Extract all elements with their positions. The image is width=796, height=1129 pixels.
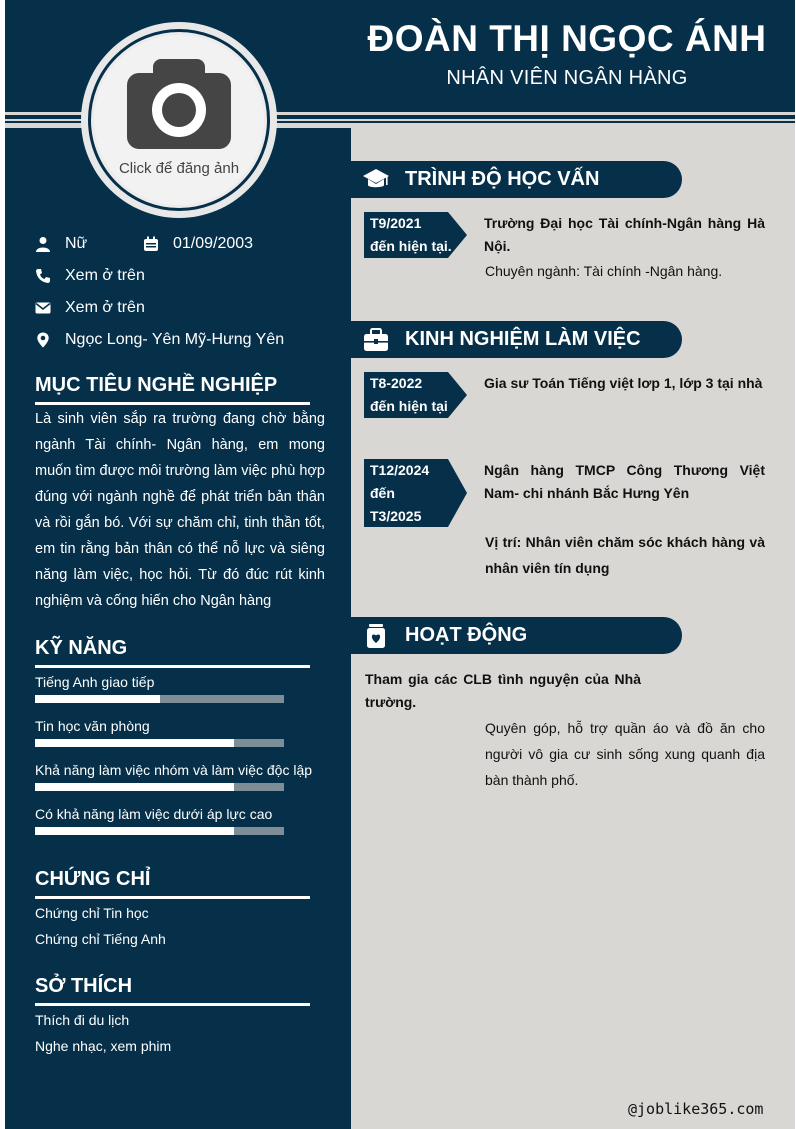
certificates-divider [35, 896, 310, 899]
gender-value: Nữ [65, 235, 88, 252]
activity-org: Tham gia các CLB tình nguyện của Nhà trường. [365, 671, 641, 710]
phone-row [35, 267, 145, 285]
email-row [35, 299, 145, 317]
calendar-icon [143, 236, 159, 252]
period-line: đến hiện tại [370, 398, 448, 414]
skill-bar [35, 783, 284, 791]
objective-title: MỤC TIÊU NGHỀ NGHIỆP [35, 374, 278, 396]
skill-label: Khả năng làm việc nhóm và làm việc độc lập [35, 762, 313, 778]
objective-divider [35, 402, 310, 405]
education-period-tag [364, 212, 467, 258]
candidate-name: ĐOÀN THỊ NGỌC ÁNH [367, 18, 767, 59]
certificate-item: Chứng chỉ Tiếng Anh [35, 931, 166, 947]
photo-upload[interactable] [81, 22, 277, 218]
camera-icon [127, 59, 231, 151]
gender-row [35, 235, 87, 253]
skill-label: Tin học văn phòng [35, 718, 150, 734]
heart-jar-icon [366, 624, 386, 648]
photo-ring [88, 29, 270, 211]
objective-text: Là sinh viên sắp ra trường đang chờ bằng ngành Tài chính- Ngân hàng, em mong muốn tìm được môi trường làm việc phù hợp đúng với ngành nghề để phát triển bản thân và rồi gắn bó. Với sự chăm chỉ, tinh thần tốt, em tin rằng bản thân có thể nỗ lực và siêng năng làm việc, học hỏi. Từ đó đúc rút kinh nghiệm và cống hiến cho Ngân hàng [35, 411, 325, 609]
activities-heading [351, 617, 682, 654]
cv-page [5, 0, 795, 1129]
skill-bar [35, 695, 284, 703]
phone-icon [35, 268, 51, 284]
phone-value: Xem ở trên [65, 267, 145, 284]
person-icon [35, 236, 51, 252]
experience-title: KINH NGHIỆM LÀM VIỆC [405, 328, 641, 350]
briefcase-icon [363, 328, 389, 352]
skill-bar-fill [35, 783, 234, 791]
skills-title: KỸ NĂNG [35, 637, 128, 659]
skill-bar [35, 827, 284, 835]
hobby-item: Nghe nhạc, xem phim [35, 1038, 172, 1054]
skill-bar-fill [35, 827, 234, 835]
period-line: T3/2025 [370, 508, 422, 524]
education-school: Trường Đại học Tài chính-Ngân hàng Hà Nội. [484, 215, 765, 254]
graduation-cap-icon [363, 168, 389, 192]
period-line: T12/2024 [370, 462, 430, 478]
certificates-title: CHỨNG CHỈ [35, 868, 151, 890]
period-line: T8-2022 [370, 375, 423, 391]
photo-area [94, 35, 264, 205]
photo-caption: Click để đăng ảnh [118, 160, 240, 177]
activity-description: Quyên góp, hỗ trợ quần áo và đồ ăn cho người vô gia cư sinh sống xung quanh địa bàn thành phố. [485, 720, 765, 788]
address-value: Ngọc Long- Yên Mỹ-Hưng Yên [65, 331, 285, 348]
hobby-item: Thích đi du lịch [35, 1012, 130, 1028]
birthday-value: 01/09/2003 [173, 235, 254, 252]
education-heading [351, 161, 682, 198]
period-line: đến hiện tại. [370, 238, 452, 254]
period-line: đến [370, 485, 395, 501]
footer-watermark: @joblike365.com [628, 1100, 764, 1118]
skill-bar-fill [35, 695, 160, 703]
experience-period-tag [364, 459, 467, 527]
skill-label: Tiếng Anh giao tiếp [35, 674, 155, 690]
experience-period-tag [364, 372, 467, 418]
activities-title: HOẠT ĐỘNG [405, 624, 528, 646]
skills-divider [35, 665, 310, 668]
location-pin-icon [35, 332, 51, 348]
education-major: Chuyên ngành: Tài chính -Ngân hàng. [485, 263, 723, 279]
birthday-row [143, 235, 253, 253]
education-title: TRÌNH ĐỘ HỌC VẤN [405, 168, 600, 190]
hobbies-divider [35, 1003, 310, 1006]
certificate-item: Chứng chỉ Tin học [35, 905, 149, 921]
hobbies-title: SỞ THÍCH [35, 975, 133, 997]
envelope-icon [35, 300, 51, 316]
skill-bar [35, 739, 284, 747]
period-line: T9/2021 [370, 215, 422, 231]
experience-position: Vị trí: Nhân viên chăm sóc khách hàng và nhân viên tín dụng [485, 534, 765, 576]
address-row [35, 331, 284, 349]
candidate-title: NHÂN VIÊN NGÂN HÀNG [446, 67, 688, 89]
experience-heading [351, 321, 682, 358]
email-value: Xem ở trên [65, 299, 145, 316]
experience-company: Ngân hàng TMCP Công Thương Việt Nam- chi nhánh Bắc Hưng Yên [484, 462, 765, 501]
skill-bar-fill [35, 739, 234, 747]
experience-company: Gia sư Toán Tiếng việt lơp 1, lớp 3 tại nhà [484, 375, 763, 391]
skill-label: Có khả năng làm việc dưới áp lực cao [35, 806, 273, 822]
